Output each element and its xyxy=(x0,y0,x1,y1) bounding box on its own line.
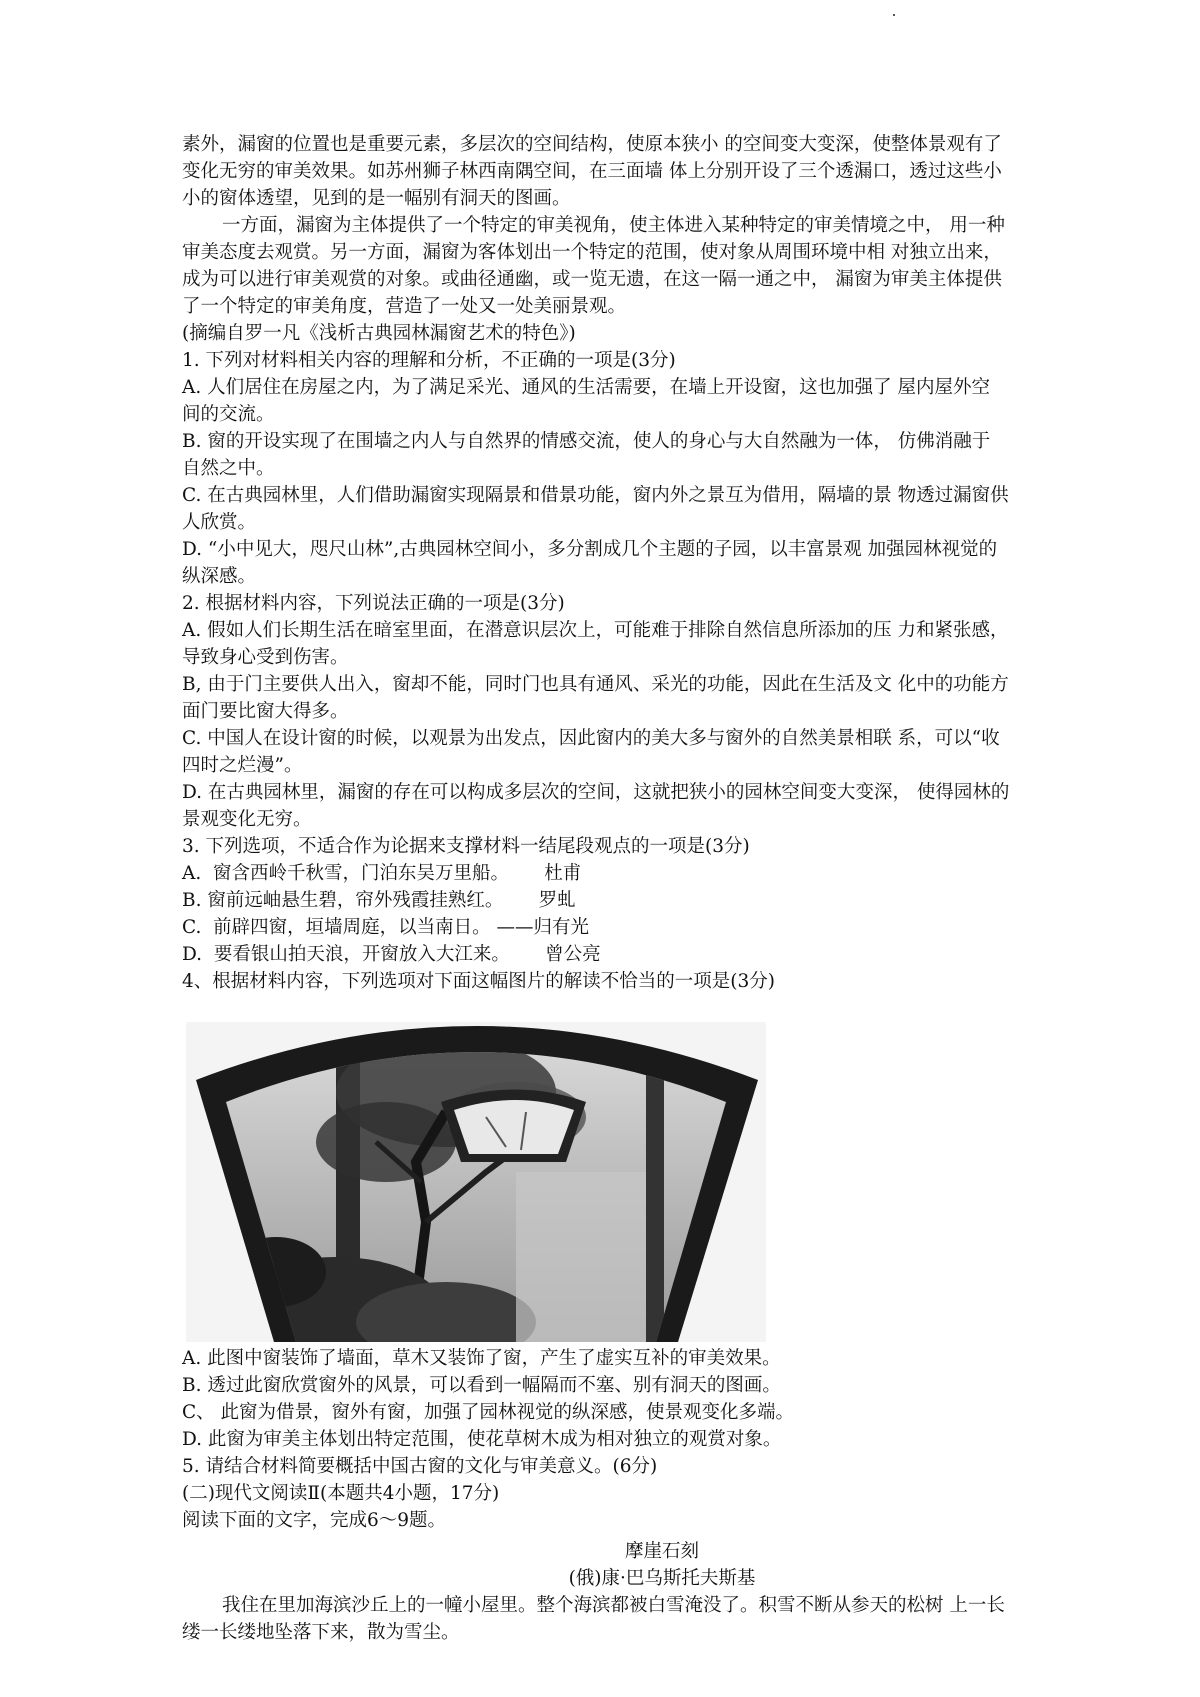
question-stem: 3. 下列选项，不适合作为论据来支撑材料一结尾段观点的一项是(3分) xyxy=(182,836,750,857)
option-line: C、 此窗为借景，窗外有窗，加强了园林视觉的纵深感，使景观变化多端。 xyxy=(182,1402,795,1423)
option-line: D. 在古典园林里，漏窗的存在可以构成多层次的空间，这就把狭小的园林空间变大变深， 使得园林的 xyxy=(182,782,1010,803)
option-line: D. 要看银山拍天浪，开窗放入大江来。 曾公亮 xyxy=(182,944,601,965)
scan-speck xyxy=(893,14,895,16)
option-line: C. 在古典园林里，人们借助漏窗实现隔景和借景功能，窗内外之景互为借用，隔墙的景 物透过漏窗供 xyxy=(182,485,1009,506)
option-line: 人欣赏。 xyxy=(182,512,257,533)
option-line: B. 窗的开设实现了在围墙之内人与自然界的情感交流，使人的身心与大自然融为一体， 仿佛消融于 xyxy=(182,431,991,452)
source-citation: (摘编自罗一凡《浅析古典园林漏窗艺术的特色》) xyxy=(182,323,576,344)
question-stem: 1. 下列对材料相关内容的理解和分析，不正确的一项是(3分) xyxy=(182,350,676,371)
question-4 xyxy=(182,968,1142,995)
option-line: 景观变化无穷。 xyxy=(182,809,312,830)
passage-line: 成为可以进行审美观赏的对象。或曲径通幽，或一览无遗，在这一隔一通之中， 漏窗为审美主体提供 xyxy=(182,269,1002,290)
story-line: 缕一长缕地坠落下来，散为雪尘。 xyxy=(182,1622,460,1643)
option-line: B. 窗前远岫悬生碧，帘外残霞挂熟红。 罗虬 xyxy=(182,890,576,911)
option-line: A. 人们居住在房屋之内，为了满足采光、通风的生活需要，在墙上开设窗，这也加强了 屋内屋外空 xyxy=(182,377,991,398)
option-line: 纵深感。 xyxy=(182,566,257,587)
option-line: A. 窗含西岭千秋雪，门泊东吴万里船。 杜甫 xyxy=(182,863,582,884)
option-line: D. “小中见大，咫尺山林”,古典园林空间小，多分割成几个主题的子园，以丰富景观 加强园林视觉的 xyxy=(182,539,998,560)
question-4-options xyxy=(182,1345,1142,1534)
question-stem: 4、根据材料内容，下列选项对下面这幅图片的解读不恰当的一项是(3分) xyxy=(182,971,775,992)
reading-instruction: 阅读下面的文字，完成6～9题。 xyxy=(182,1510,447,1531)
option-line: D. 此窗为审美主体划出特定范围，使花草树木成为相对独立的观赏对象。 xyxy=(182,1429,782,1450)
question-stem: 2. 根据材料内容，下列说法正确的一项是(3分) xyxy=(182,593,565,614)
passage-line: 审美态度去观赏。另一方面，漏窗为客体划出一个特定的范围，使对象从周围环境中相 对独立出来， xyxy=(182,242,1002,263)
passage-paragraph-2 xyxy=(182,212,1142,320)
story-header xyxy=(182,1538,1142,1592)
passage-line: 小的窗体透望，见到的是一幅别有洞天的图画。 xyxy=(182,188,571,209)
question-2 xyxy=(182,590,1142,833)
option-line: 四时之烂漫”。 xyxy=(182,755,303,776)
passage-top xyxy=(182,131,1142,212)
section-heading: (二)现代文阅读Ⅱ(本题共4小题，17分) xyxy=(182,1483,500,1504)
source-note xyxy=(182,320,1142,347)
option-line: 面门要比窗大得多。 xyxy=(182,701,349,722)
option-line: 自然之中。 xyxy=(182,458,275,479)
passage-line: 素外，漏窗的位置也是重要元素，多层次的空间结构，使原本狭小 的空间变大变深，使整体景观有了 xyxy=(182,134,1002,155)
passage-line: 了一个特定的审美角度，营造了一处又一处美丽景观。 xyxy=(182,296,627,317)
story-title: 摩崖石刻 xyxy=(624,1541,699,1562)
option-line: 导致身心受到伤害。 xyxy=(182,647,349,668)
question-1 xyxy=(182,347,1142,590)
option-line: B, 由于门主要供人出入，窗却不能，同时门也具有通风、采光的功能，因此在生活及文 化中的功能方 xyxy=(182,674,1009,695)
story-author: (俄)康·巴乌斯托夫斯基 xyxy=(568,1568,756,1589)
option-line: 间的交流。 xyxy=(182,404,275,425)
option-line: C. 中国人在设计窗的时候，以观景为出发点，因此窗内的美大多与窗外的自然美景相联 系，可以“收 xyxy=(182,728,1000,749)
option-line: A. 假如人们长期生活在暗室里面，在潜意识层次上，可能难于排除自然信息所添加的压 力和紧张感， xyxy=(182,620,1009,641)
option-line: A. 此图中窗装饰了墙面，草木又装饰了窗，产生了虚实互补的审美效果。 xyxy=(182,1348,781,1369)
fan-window-photo xyxy=(186,1022,766,1342)
passage-line: 变化无穷的审美效果。如苏州狮子林西南隅空间，在三面墙 体上分别开设了三个透漏口，透过这些小 xyxy=(182,161,1002,182)
passage-line: 一方面，漏窗为主体提供了一个特定的审美视角，使主体进入某种特定的审美情境之中， 用一种 xyxy=(222,215,1005,236)
question-3 xyxy=(182,833,1142,968)
story-body xyxy=(182,1592,1142,1646)
option-line: B. 透过此窗欣赏窗外的风景，可以看到一幅隔而不塞、别有洞天的图画。 xyxy=(182,1375,781,1396)
story-line: 我住在里加海滨沙丘上的一幢小屋里。整个海滨都被白雪淹没了。积雪不断从参天的松树 上一长 xyxy=(222,1595,1005,1616)
option-line: C. 前辟四窗，垣墙周庭，以当南日。 ——归有光 xyxy=(182,917,590,938)
question-5: 5. 请结合材料简要概括中国古窗的文化与审美意义。(6分) xyxy=(182,1456,658,1477)
